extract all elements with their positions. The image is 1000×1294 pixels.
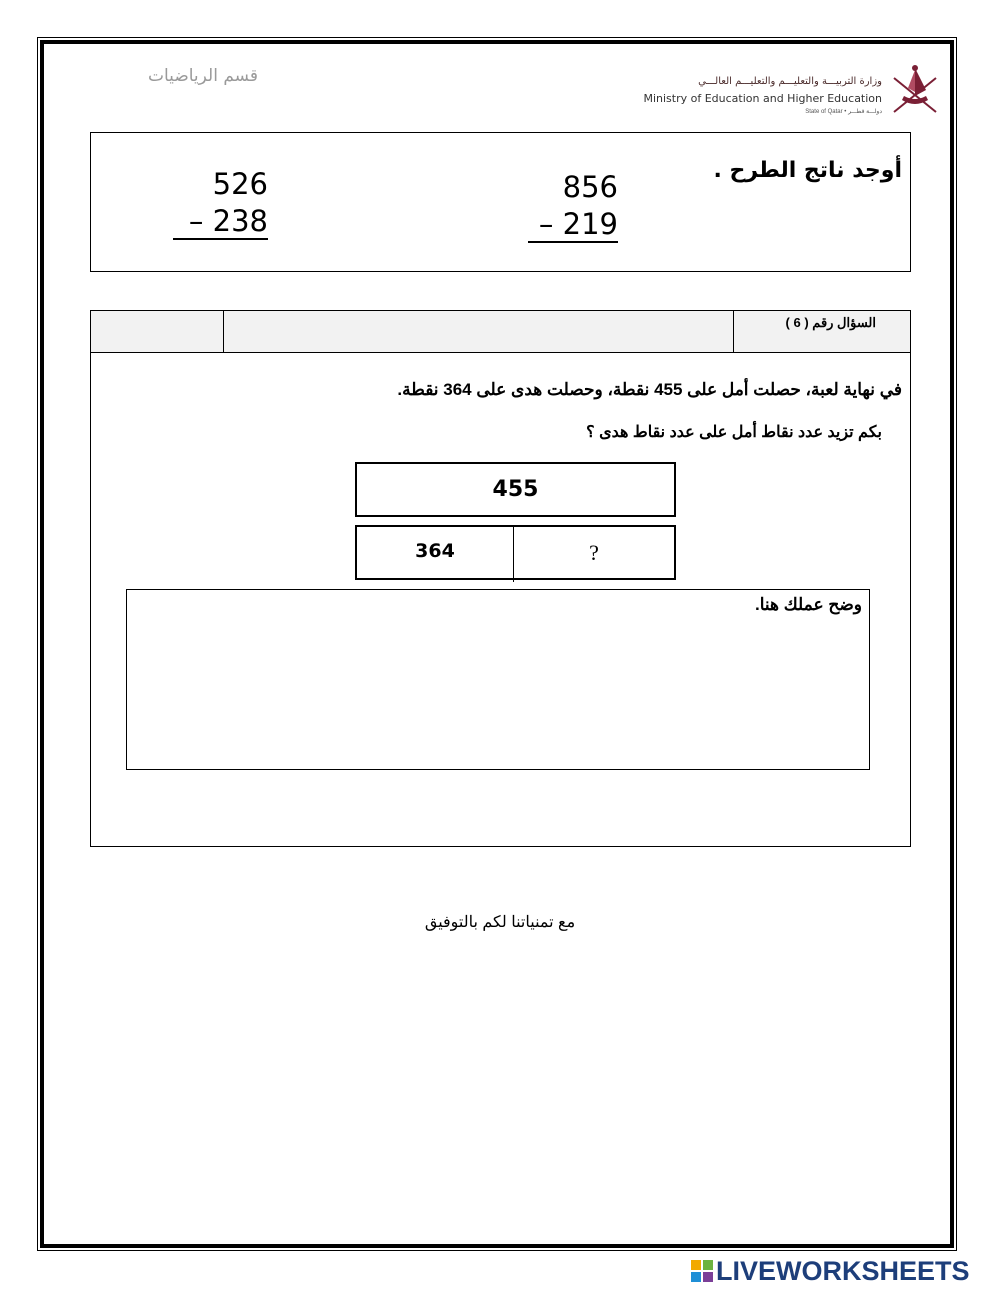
word-problem-text: في نهاية لعبة، حصلت أمل على 455 نقطة، وحصلت هدى على 364 نقطة. [397,380,902,399]
department-label: قسم الرياضيات [148,66,258,86]
ministry-state: State of Qatar • دولـــة قطـــر [805,109,882,115]
problem2-minuend: 526 [212,167,268,201]
ministry-name-english: Ministry of Education and Higher Education [643,92,882,105]
problem2-subtrahend: – 238 [173,204,268,240]
subtraction-box [90,132,911,272]
liveworksheets-grid-icon [690,1259,714,1283]
question-number: السؤال رقم ( 6 ) [785,315,876,330]
header-divider [223,310,224,353]
word-problem-question: بكم تزيد عدد نقاط أمل على عدد نقاط هدى ؟ [586,424,882,441]
bar-model-unknown-part[interactable]: ? [589,540,599,565]
ministry-emblem-icon [888,60,942,118]
problem1-subtrahend: – 219 [528,207,618,243]
subtraction-instruction: أوجد ناتج الطرح . [713,158,902,183]
ministry-name-arabic: وزارة التربيـــة والتعليـــم والتعليـــم العالـــي [698,76,882,87]
liveworksheets-wordmark: LIVEWORKSHEETS [716,1255,970,1286]
header-divider [733,310,734,353]
problem1-minuend: 856 [562,170,618,204]
closing-message: مع تمنياتنا لكم بالتوفيق [424,914,576,931]
bar-model-whole: 455 [355,462,676,517]
work-area-label: وضح عملك هنا. [755,595,862,614]
bar-model-known-part: 364 [415,540,455,562]
work-area[interactable] [126,589,870,770]
liveworksheets-logo[interactable] [690,1255,970,1286]
